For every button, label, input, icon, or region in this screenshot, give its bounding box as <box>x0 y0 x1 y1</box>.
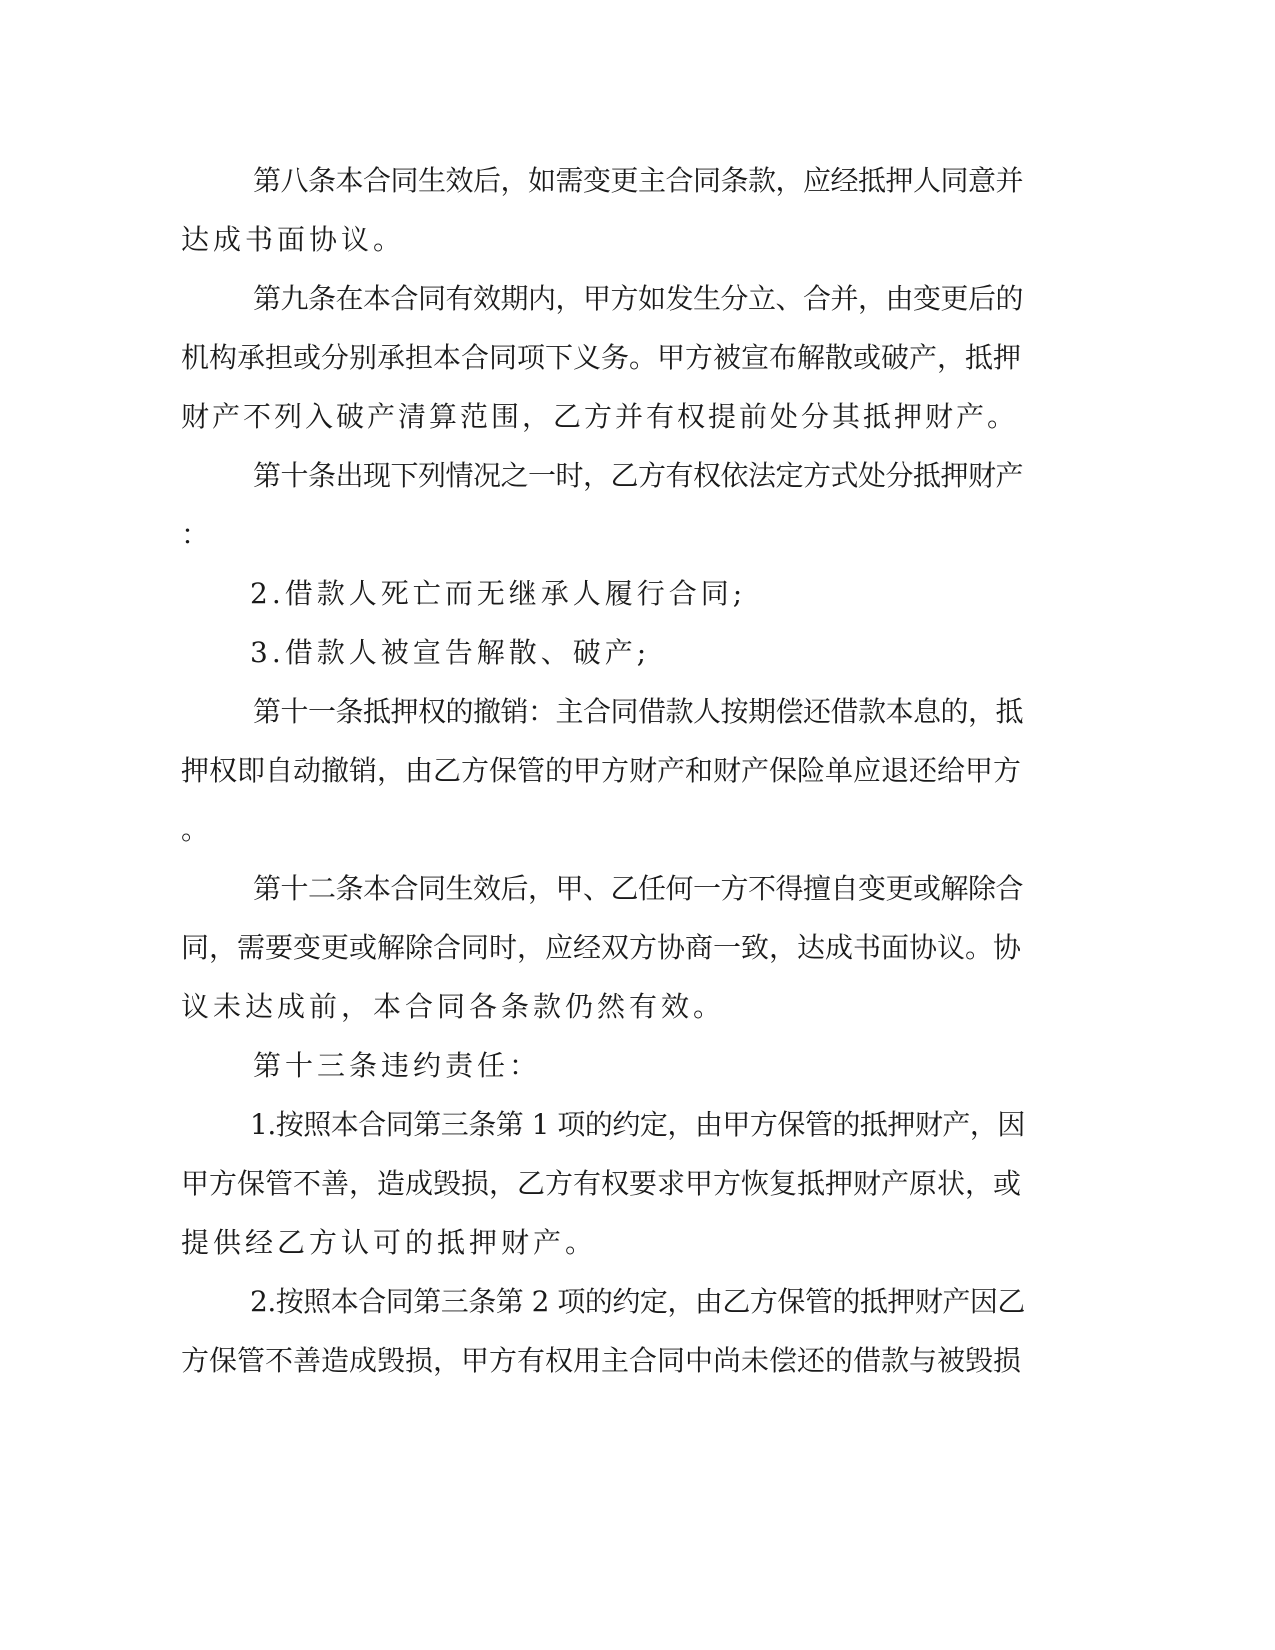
text-line <box>0 446 1275 506</box>
text-line <box>0 210 1275 270</box>
line-text: 方保管不善造成毁损，甲方有权用主合同中尚未偿还的借款与被毁损 <box>181 1344 1022 1377</box>
text-line <box>0 682 1275 742</box>
line-text: 达成书面协议。 <box>181 223 406 256</box>
text-line <box>0 387 1275 447</box>
text-line <box>0 1272 1275 1332</box>
text-line <box>0 1154 1275 1214</box>
line-text: ： <box>181 518 214 551</box>
line-text: 2.按照本合同第三条第 2 项的约定，由乙方保管的抵押财产因乙 <box>250 1285 1025 1318</box>
text-line <box>0 918 1275 978</box>
line-text: 机构承担或分别承担本合同项下义务。甲方被宣布解散或破产，抵押 <box>181 341 1022 374</box>
line-text: 第八条本合同生效后，如需变更主合同条款，应经抵押人同意并 <box>253 164 1024 197</box>
text-line <box>0 623 1275 683</box>
text-line <box>0 859 1275 919</box>
text-line <box>0 328 1275 388</box>
text-line <box>0 977 1275 1037</box>
text-line <box>0 1331 1275 1391</box>
line-text: 甲方保管不善，造成毁损，乙方有权要求甲方恢复抵押财产原状，或 <box>181 1167 1022 1200</box>
line-text: 财产不列入破产清算范围，乙方并有权提前处分其抵押财产。 <box>181 400 1019 433</box>
text-line <box>0 1095 1275 1155</box>
line-text: 第九条在本合同有效期内，甲方如发生分立、合并，由变更后的 <box>253 282 1024 315</box>
line-text: 1.按照本合同第三条第 1 项的约定，由甲方保管的抵押财产，因 <box>250 1108 1025 1141</box>
line-text: 提供经乙方认可的抵押财产。 <box>181 1226 598 1259</box>
text-line <box>0 505 1275 565</box>
line-text: 同，需要变更或解除合同时，应经双方协商一致，达成书面协议。协 <box>181 931 1022 964</box>
text-line <box>0 564 1275 624</box>
line-text: 。 <box>181 813 214 846</box>
text-line <box>0 741 1275 801</box>
line-text: 第十条出现下列情况之一时，乙方有权依法定方式处分抵押财产 <box>253 459 1024 492</box>
line-text: 2.借款人死亡而无继承人履行合同; <box>250 577 747 610</box>
text-line <box>0 151 1275 211</box>
text-line <box>0 1036 1275 1096</box>
line-text: 第十二条本合同生效后，甲、乙任何一方不得擅自变更或解除合 <box>253 872 1024 905</box>
line-text: 议未达成前，本合同各条款仍然有效。 <box>181 990 726 1023</box>
text-line <box>0 800 1275 860</box>
line-text: 第十三条违约责任： <box>253 1049 542 1082</box>
text-line <box>0 269 1275 329</box>
line-text: 第十一条抵押权的撤销：主合同借款人按期偿还借款本息的，抵 <box>253 695 1024 728</box>
text-line <box>0 1213 1275 1273</box>
line-text: 押权即自动撤销，由乙方保管的甲方财产和财产保险单应退还给甲方 <box>181 754 1022 787</box>
line-text: 3.借款人被宣告解散、破产; <box>250 636 651 669</box>
